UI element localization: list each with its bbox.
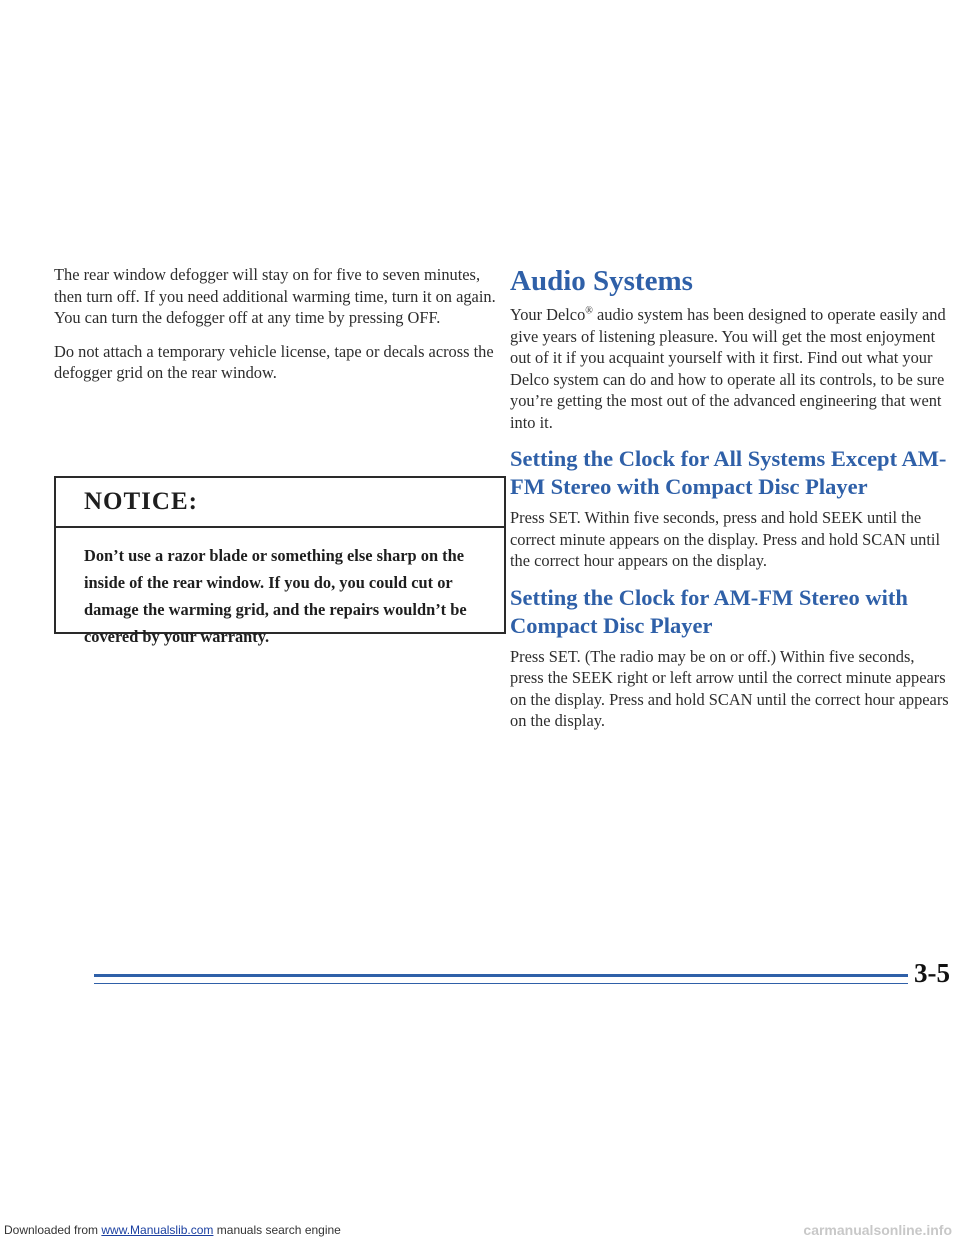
left-column: [54, 264, 510, 396]
watermark: carmanualsonline.info: [803, 1222, 952, 1238]
footer-rule-thin: [94, 983, 908, 984]
manualslib-link[interactable]: www.Manualslib.com: [101, 1223, 214, 1237]
clock-cd-player-heading: Setting the Clock for AM-FM Stereo with Compact Disc Player: [510, 584, 908, 638]
clock-cd-player-text: Press SET. (The radio may be on or off.) Within five seconds, press the SEEK right or left arrow until the correct minute appears on the display. Press and hold SCAN until the correct hour appears on the display.: [510, 646, 949, 730]
intro-prefix: Your Delco: [510, 305, 586, 324]
audio-systems-title: Audio Systems: [510, 265, 693, 297]
registered-mark: ®: [585, 305, 593, 317]
decals-paragraph: Do not attach a temporary vehicle license, tape or decals across the defogger grid on the rear window.: [54, 341, 494, 382]
source-suffix: manuals search engine: [213, 1223, 341, 1237]
notice-title: NOTICE:: [84, 488, 198, 515]
footer-rule-thick: [94, 974, 908, 977]
notice-header: [56, 478, 504, 528]
clock-all-systems-text: Press SET. Within five seconds, press and hold SEEK until the correct minute appears on the display. Press and hold SCAN until the correct hour appears on the display.: [510, 508, 941, 570]
page-number: 3-5: [914, 958, 950, 988]
right-column: [510, 264, 950, 744]
notice-text: Don’t use a razor blade or something else sharp on the inside of the rear window. If you do, you could cut or damage the warming grid, and the repairs wouldn’t be covered by your warranty.: [84, 546, 467, 646]
audio-intro-paragraph: [510, 304, 950, 433]
notice-box: [54, 476, 506, 646]
defogger-paragraph: The rear window defogger will stay on for five to seven minutes, then turn off. If you need additional warming time, turn it on again. You can turn the defogger off at any time by pressing OFF.: [54, 265, 496, 327]
intro-rest: audio system has been designed to operate easily and give years of listening pleasure. You will get the most enjoyment out of it if you acquaint yourself with it first. Find out what your Delco system can do and how to operate all its controls, to be sure you’re getting the most out of the advanced engineering that went into it.: [510, 305, 946, 432]
clock-all-systems-heading: Setting the Clock for All Systems Except AM-FM Stereo with Compact Disc Player: [510, 446, 947, 499]
source-prefix: Downloaded from: [4, 1223, 102, 1237]
